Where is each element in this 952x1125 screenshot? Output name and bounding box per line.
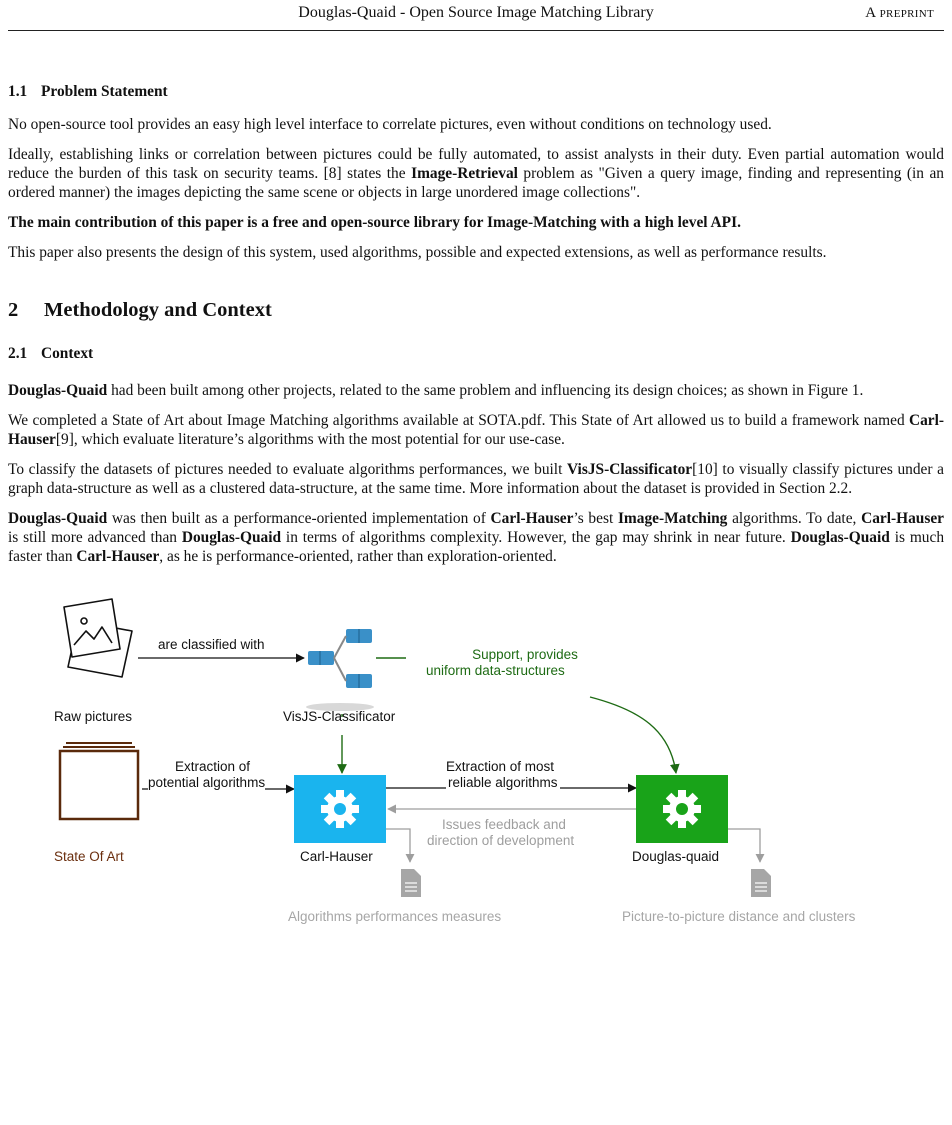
text-run: was then built as a performance-oriented implementation of [107,510,491,527]
paragraph [8,145,944,202]
bold-term: Douglas-Quaid [8,382,108,399]
text-run: problem as "Given a query image, finding and representing (in an ordered manner) the images depicting the same scene or objects in large unordered image collections". [8,165,945,201]
paragraph [8,411,944,449]
section-heading-2 [8,298,944,322]
text-run: algorithms. To date, [727,510,862,527]
text-run: is still more advanced than [8,529,182,546]
text-run: is much faster than [8,529,945,565]
paragraph [8,509,944,566]
bold-term: Carl-Hauser [490,510,574,527]
body-text [8,82,944,566]
section-heading-2-1 [8,344,944,363]
bold-term: Douglas-Quaid [8,510,108,527]
bold-term: Carl-Hauser [861,510,944,527]
text-run: ’s best [573,510,618,527]
carl-hauser-label: Carl-Hauser [300,849,373,864]
douglas-quaid-label: Douglas-quaid [632,849,720,864]
paragraph [8,460,944,498]
bold-term: VisJS-Classificator [567,461,693,478]
document-icon [401,869,421,897]
section-title: Context [41,345,94,362]
paragraph [8,381,944,400]
feedback-line-2: direction of development [427,833,575,848]
algorithms-measures-label: Algorithms performances measures [288,909,502,924]
paragraph: No open-source tool provides an easy high level interface to correlate pictures, even without conditions on technology used. [8,116,772,133]
visjs-classificator-label: VisJS-Classificator [283,709,396,724]
bold-term: Image-Matching [617,510,728,527]
header-rule [8,30,944,31]
feedback-line-1: Issues feedback and [442,817,566,832]
section-title: Methodology and Context [44,299,272,321]
text-run: To classify the datasets of pictures needed to evaluate algorithms performances, we built [8,461,568,478]
text-run: , as he is performance-oriented, rather than exploration-oriented. [159,548,557,565]
arrow-support-curve [590,697,676,773]
section-number: 2.1 [8,345,28,362]
tree-nodes-icon [306,629,374,711]
arrow-to-measures [386,829,410,862]
figure-1-diagram [0,565,952,1125]
text-run: had been built among other projects, related to the same problem and influencing its design choices; as shown in Figure 1. [107,382,864,399]
page-header [0,4,952,26]
bold-term: Carl-Hauser [76,548,160,565]
text-run: in terms of algorithms complexity. However, the gap may shrink in near future. [281,529,791,546]
section-number: 1.1 [8,83,28,100]
running-title: Douglas-Quaid - Open Source Image Matching Library [298,4,654,21]
section-title: Problem Statement [41,83,168,100]
preprint-badge: A preprint [865,5,934,21]
extraction-potential-line-2: potential algorithms [148,775,266,790]
stacked-pages-icon [60,743,138,819]
photo-icon [64,599,132,677]
gear-icon [663,790,701,828]
contribution-statement [8,213,944,232]
state-of-art-label: State Of Art [54,849,124,864]
classified-with-label: are classified with [158,637,265,652]
section-number: 2 [8,299,19,321]
bold-text: The main contribution of this paper is a free and open-source library for Image-Matching with a high level API. [8,214,741,231]
bold-term: Douglas-Quaid [790,529,890,546]
text-run: Ideally, establishing links or correlation between pictures could be fully automated, to assist analysts in their duty. Even partial automation would reduce the burden of this task on security teams. [8] states the [8,146,944,182]
extraction-reliable-line-2: reliable algorithms [448,775,558,790]
arrow-to-distances [728,829,760,862]
paragraph: This paper also presents the design of this system, used algorithms, possible and expected extensions, as well as performance results. [8,244,827,261]
text-run: We completed a State of Art about Image Matching algorithms available at SOTA.pdf. This State of Art allowed us to build a framework named [8,412,909,429]
text-run: [10] to visually classify pictures under a graph data-structure as well as a clustered data-structure, at the same time. More information about the dataset is provided in Section 2.2. [8,461,944,497]
section-heading-1-1 [8,82,944,101]
support-label-line-1: Support, provides [472,647,578,662]
distance-clusters-label: Picture-to-picture distance and clusters [622,909,856,924]
support-label-line-2: uniform data-structures [426,663,565,678]
extraction-potential-line-1: Extraction of [175,759,251,774]
document-icon [751,869,771,897]
text-run: [9], which evaluate literature’s algorithms with the most potential for our use-case. [55,431,565,448]
bold-term: Image-Retrieval [411,165,518,182]
bold-term: Carl-Hauser [8,412,944,448]
bold-term: Douglas-Quaid [181,529,282,546]
extraction-reliable-line-1: Extraction of most [446,759,555,774]
raw-pictures-label: Raw pictures [54,709,133,724]
